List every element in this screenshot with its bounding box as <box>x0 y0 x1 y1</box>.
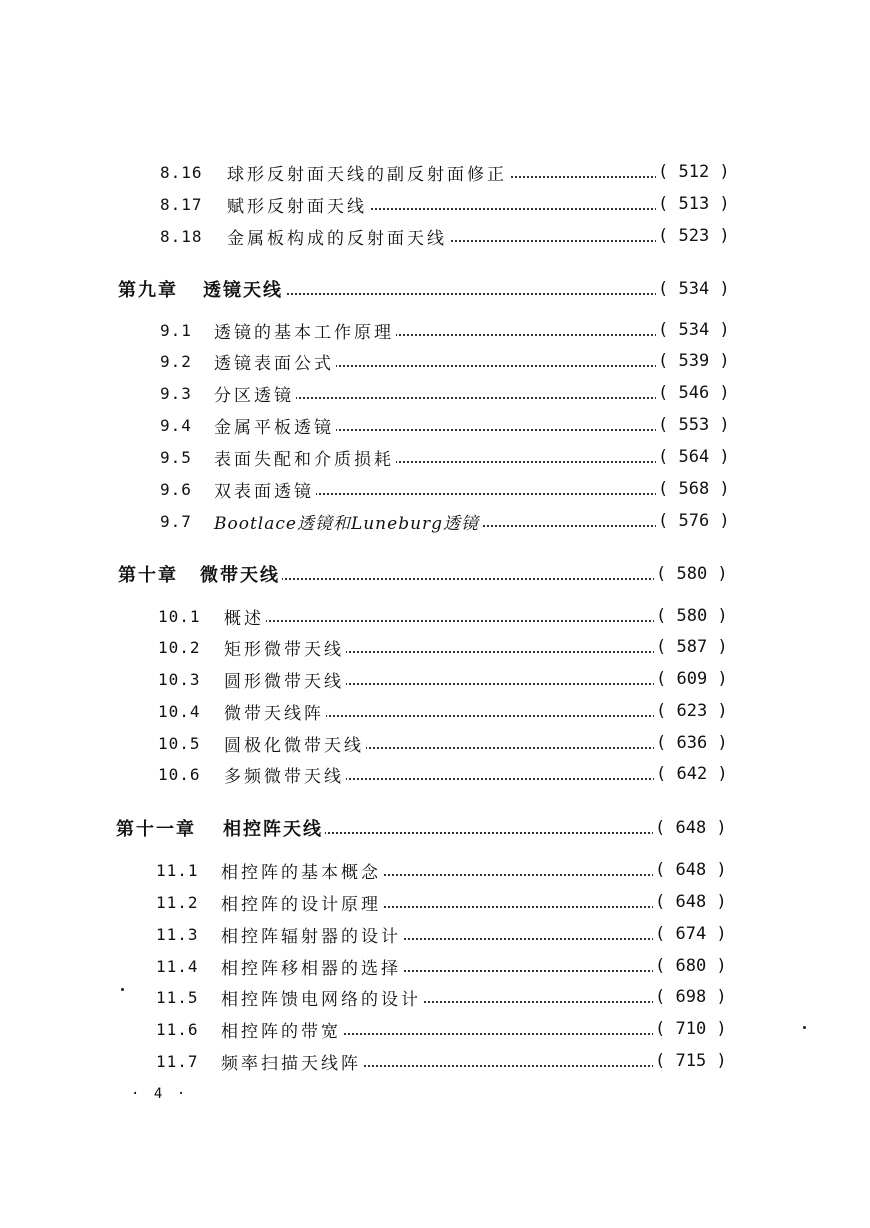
section-number: 11.1 <box>156 860 199 880</box>
page-number: ( 648 ) <box>655 860 727 880</box>
page-number: ( 623 ) <box>656 701 728 721</box>
section-title: Bootlace透镜和Luneburg透镜 <box>214 509 481 534</box>
toc-entry-10-4 <box>0 696 870 726</box>
section-title: 圆极化微带天线 <box>224 731 366 756</box>
toc-entry-11-6 <box>0 1014 870 1044</box>
section-number: 11.5 <box>156 987 199 1007</box>
section-title: 表面失配和介质损耗 <box>214 445 396 470</box>
toc-entry-9-5 <box>0 442 870 472</box>
section-title: 透镜的基本工作原理 <box>214 318 396 343</box>
page-number: ( 512 ) <box>658 162 730 182</box>
section-title: 微带天线阵 <box>224 699 326 724</box>
toc-chapter-9 <box>0 274 870 304</box>
section-number: 10.5 <box>158 733 201 753</box>
page-number: ( 587 ) <box>656 637 728 657</box>
chapter-title: 相控阵天线 <box>223 815 325 841</box>
chapter-title: 微带天线 <box>200 561 282 587</box>
section-title: 赋形反射面天线 <box>227 192 369 217</box>
chapter-number: 第十一章 <box>116 819 196 840</box>
section-number: 10.1 <box>158 606 201 626</box>
scan-speck <box>803 1026 806 1029</box>
section-title: 分区透镜 <box>214 381 296 406</box>
section-title: 相控阵辐射器的设计 <box>221 922 403 947</box>
section-title: 矩形微带天线 <box>224 635 346 660</box>
toc-entry-9-6 <box>0 474 870 504</box>
section-title: 金属板构成的反射面天线 <box>227 224 449 249</box>
section-number: 11.3 <box>156 924 199 944</box>
page-number: ( 636 ) <box>656 733 728 753</box>
section-title: 相控阵的基本概念 <box>221 858 383 883</box>
section-number: 9.7 <box>160 511 192 531</box>
section-title: 相控阵的设计原理 <box>221 890 383 915</box>
toc-entry-9-4 <box>0 410 870 440</box>
section-number: 11.6 <box>156 1019 199 1039</box>
section-number: 9.3 <box>160 383 192 403</box>
section-number: 10.2 <box>158 637 201 657</box>
page-folio: · 4 · <box>131 1086 189 1102</box>
section-number: 9.5 <box>160 447 192 467</box>
toc-entry-11-1 <box>0 855 870 885</box>
section-number: 8.16 <box>160 162 203 182</box>
toc-entry-8-16 <box>0 157 870 187</box>
page-number: ( 564 ) <box>658 447 730 467</box>
page-number: ( 534 ) <box>658 320 730 340</box>
section-title: 双表面透镜 <box>214 477 316 502</box>
section-title: 透镜表面公式 <box>214 349 336 374</box>
toc-entry-9-3 <box>0 378 870 408</box>
section-number: 9.4 <box>160 415 192 435</box>
section-number: 11.7 <box>156 1051 199 1071</box>
section-number: 10.6 <box>158 764 201 784</box>
section-number: 9.6 <box>160 479 192 499</box>
toc-entry-11-2 <box>0 887 870 917</box>
toc-entry-11-5 <box>0 982 870 1012</box>
page-number: ( 580 ) <box>656 606 728 626</box>
page-number: ( 534 ) <box>658 279 730 299</box>
page-number: ( 698 ) <box>655 987 727 1007</box>
section-number: 10.4 <box>158 701 201 721</box>
toc-entry-9-2 <box>0 346 870 376</box>
page-number: ( 546 ) <box>658 383 730 403</box>
page-number: ( 710 ) <box>655 1019 727 1039</box>
toc-entry-11-7 <box>0 1046 870 1076</box>
section-title: 频率扫描天线阵 <box>221 1049 363 1074</box>
page-number: ( 609 ) <box>656 669 728 689</box>
scan-speck <box>121 988 124 991</box>
page-number: ( 648 ) <box>655 818 727 838</box>
toc-entry-10-2 <box>0 632 870 662</box>
section-number: 10.3 <box>158 669 201 689</box>
page-number: ( 715 ) <box>655 1051 727 1071</box>
page-number: ( 513 ) <box>658 194 730 214</box>
section-number: 8.18 <box>160 226 203 246</box>
page-number: ( 680 ) <box>655 956 727 976</box>
page-number: ( 553 ) <box>658 415 730 435</box>
dot-leader <box>224 620 655 622</box>
section-title: 相控阵的带宽 <box>221 1017 343 1042</box>
section-title: 相控阵移相器的选择 <box>221 954 403 979</box>
page-number: ( 539 ) <box>658 351 730 371</box>
toc-entry-11-3 <box>0 919 870 949</box>
section-number: 9.1 <box>160 320 192 340</box>
toc-entry-10-1 <box>0 601 870 631</box>
toc-entry-11-4 <box>0 951 870 981</box>
section-title: 多频微带天线 <box>224 762 346 787</box>
page-number: ( 568 ) <box>658 479 730 499</box>
page-number: ( 674 ) <box>655 924 727 944</box>
page-number: ( 576 ) <box>658 511 730 531</box>
chapter-number: 第九章 <box>118 280 178 301</box>
toc-entry-10-5 <box>0 728 870 758</box>
toc-chapter-11 <box>0 813 870 843</box>
page-number: ( 580 ) <box>656 564 728 584</box>
chapter-title: 透镜天线 <box>203 276 285 302</box>
section-number: 8.17 <box>160 194 203 214</box>
section-number: 11.2 <box>156 892 199 912</box>
section-title: 金属平板透镜 <box>214 413 336 438</box>
section-title: 概述 <box>224 604 266 629</box>
toc-entry-9-1 <box>0 315 870 345</box>
toc-entry-8-18 <box>0 221 870 251</box>
section-number: 9.2 <box>160 351 192 371</box>
section-title: 相控阵馈电网络的设计 <box>221 985 423 1010</box>
toc-entry-10-6 <box>0 759 870 789</box>
section-title: 球形反射面天线的副反射面修正 <box>227 160 509 185</box>
page-number: ( 648 ) <box>655 892 727 912</box>
toc-entry-10-3 <box>0 664 870 694</box>
chapter-number: 第十章 <box>118 565 178 586</box>
page-number: ( 523 ) <box>658 226 730 246</box>
section-title: 圆形微带天线 <box>224 667 346 692</box>
section-number: 11.4 <box>156 956 199 976</box>
toc-entry-9-7 <box>0 506 870 536</box>
toc-entry-8-17 <box>0 189 870 219</box>
toc-chapter-10 <box>0 559 870 589</box>
page-number: ( 642 ) <box>656 764 728 784</box>
